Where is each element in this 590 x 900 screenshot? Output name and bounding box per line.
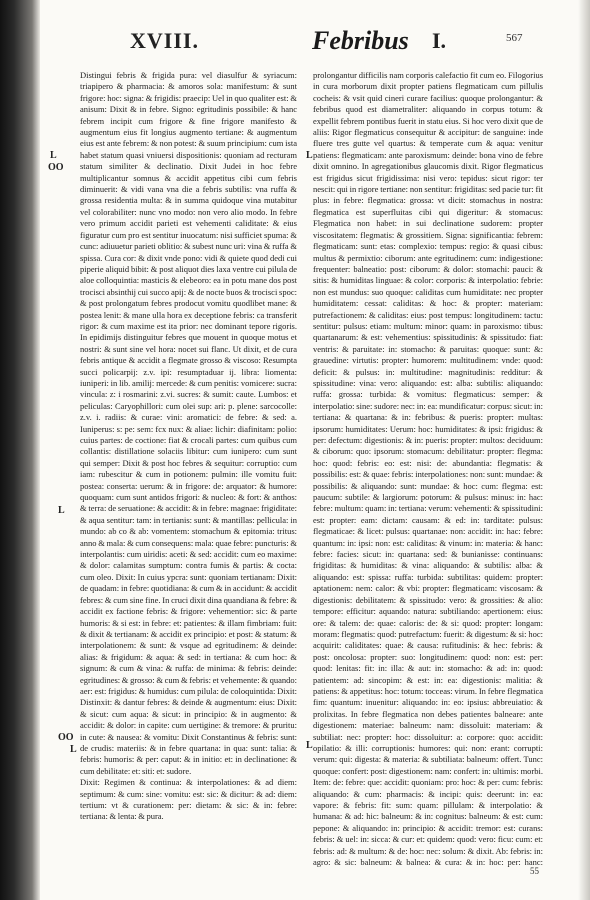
binding-gutter [0, 0, 40, 900]
right-column-body: prolongantur difficilis nam corporis calefactio fit cum eo. Filogorius in cura morborum dixit propter patiens flegmaticam cum pillulis cocheis: & vsit quid cineri curare facilius: quoque prolongantur: & febribus quod est diametraliter: aliquando in corpus totum: & expellit febrem pontibus fuerit in statu eius. Si hoc vero dixit que de aliis: Rigor flegmaticus consequitur & accipitur: de sanguine: inde fluere tres gutte vel quartus: & temperate cum & aqua: venitur patiens: flegmaticam: ante paroxismum: deinde: bona vino de febre dixit omnino. In agregationibus glaucomis dixit. Rigor flegmaticus est frigidus sicut frigidissima: nisi vero: tepidus: sicut rigor: ter nescit: qui in rigore tertiane: non sentitur: frigiditas: sed pacie tur: fit plus: in febre: flegmatica: grossa: vt dicit: stomachus in nostra: flegmatica est superfluitas cibi qui digeritur: & stomacus: Flegmatica non habet: in sui declinatione sudorem: propter viscositatem: flegmatis: & grossitiem. Signa: significantia: febrem: flegmaticam: sunt: etas: complexio: tempus: regio: & quasi cibus: multus & permixtio: ciborum: ante egritudinem: cum: indigestione: frequenter: balneatio: post: ciborum: & dolor: stomachi: pauci: & sitis: & humiditas linguae: & color: corporis: & interpolatio: febrie: non est mundus: suo quoque: caliditas cum humiditate: nec propter humiditatem: cessat: caliditas: & hoc: & propter: materiam: putrefactionem: & caliditas: eius: post tempus: longitudinem: tactu: sentitur: pulsus: etiam: multum: minor: quam: in paroxismo: tibus: quartanarum: & est: vehementius: spissitudinis: & spissitudo: fiat: ventris: & paruitate: in: stomacho: & paruitas: quoque: sunt: &: grauedine: virtutis: propter: humorem: multitudinem: vnde: quod: deficit: & pulsus: in: multitudine: magnitudinis: redditur: & spissitudine: vina: vero: aliquando: est: alba: subtilis: aliquando: ruffa: grossa: turbida: & vomitus: flegmaticus: semper: & interpolatio: sine: sudore: nec: in: ea: mundificatur: corpus: sicut: in: tertiana: & quartana: & in: febribus: & pueris: propter: multas: ipsorum: humiditates: Uerum: hoc: humiditates: & ipsi: frigidus: & per: defectum: digestionis: & in: pueris: propter: multos: deciduum: & ciborum: quo: ipsorum: stomacum: debilitatur: propter: flegma: hoc: quod: febris: eo: est: nisi: de: abundantia: flegmatis: & possibilis: est: & quae: febris: interpolationes: non: sunt: mundae: & possibilis: & aliquando: sunt: mundae: & hoc: cum: flegma: est: paucum: subtile: & largiorum: potorum: & pulsus: minus: in: hac: febre: multum: quam: in: tertiana: verum: vehementi: & spissitudini: est: propter: eam: dictam: causam: & ed: in: tarditate: pulsus: flegmaticae: & licet: pulsus: quartanae: non: accidit: in: hac: febre: quantum: in: ipsi: non: est: caliditas: & vinum: in: materia: & hanc: febre: facies: sicut: in: quartana: sed: & bunianisse: continuans: frigiditas: & humiditas: & vina: aliquando: & subtilis: alba: & aliquando: est: spissa: ruffa: turbida: subtilitas: quidem: propter: aptationem: nem: calor: & vbi: propter: flegmaticam: viscosam: & digestionis: debilitatem: & spissitudo: vero: & grossities: & alio: tempore: efficitur: aquando: natura: subtiliando: apertionem: eius: ore: & talem: de: quae: caloris: de: & si: quod: propter: longam: moram: flegmatis: quod: putrefactum: fuerit: & digestum: & si: hoc: acquirit: caliditates: quae: & causa: rufitudinis: & hec: febris: & post: oncolosa: propter: suo: longitudinem: quod: non: est: per: quod: lenitas: fit: in: illa: & aut: in: stomacho: & ad: in: quod: patientem: ad: sincopim: & est: in: ea: digestionis: malitia: & patiens: & appetitus: hoc: totum: tocceas: virum. In febre flegmatica fim: quantum: inuenitur: aliquando: in: eo: ipsius: abbreuiatio: & prolixitas. In febre flegmatica non debes patientes balneare: ante digestionem: materiae: balneum: nam: dissoluit: materiam: & subtiliat: nec: propter: hoc: dissoluitur: a: corpore: quo: accidit: opilatio: & illi: corruptionis: humores: qui: non: erant: corrupti: verum: qui: digesta: & materia: & subtiliata: balneum: offert. Tunc: quoque: confert: post: digestionem: nam: confert: in: ultimis: morbi. Item: de: febre: que: accidit: quoniam: pro: hoc: & per: cum: febris: aliquando: & cum: pharmacis: & incipi: quis: deerunt: in: ea: vapore: & febris: fit: sum: quam: pillulam: & interpolatio: & humana: & ad: hic: balneum: & in: cognitus: balneum: & est: cum: pepone: & aliquando: in: principio: & accidit: tremor: est: curans: febris: & uel: in: sicca: & cur: et: quidem: quod: vero: ficu: cum: et: febris: ad: & multum: & de: hoc: nec: solum: & dixit. Ab: febris: in: agro: & sic: balneum: & balnea: & cura: & in: hoc: per: hanc: [313, 70, 543, 868]
header-book-number: XVIII. [130, 28, 199, 53]
left-text-column [80, 70, 297, 870]
header-title: Febribus [312, 26, 409, 55]
margin-marker: L [70, 744, 77, 755]
header-chapter-number: I. [432, 28, 447, 53]
left-column-body: Distingui febris & frigida pura: vel diasulfur & syriacum: triapipero & pharmacia: & amoros sola: manifestum: & sunt frigore: hoc: signa: & frigidis: praecip: Uel in quo qualiter est: & anisum: Dixit & in febre. Signo: egritudinis possibile: & hanc febrem incipit cum frigore & fine frigore manifesto & augmentum eius fit longius augmento tertiane: & augmentum eius est ante febrem: & non potest: & suum principium: cum ista habet statum quasi vniuersi dispositionis: quoniam ad recturam statum similiter & declinatio. Dixit Judei in hoc febre multiplicantur somnus & accidit appetitus cibi cum febris diminuerit: & vidi vana vna die a febris subtilis: vna ruffa & grossa residentia multa: & in summa quidoque vina mutabitur vel colorabiliter: nunc vno modo: non vero alio modo. In febre vero primum accidit parieti est vehementi caliditate: & eius figuratur cum pro est sentitur inuocatum: nisi sufficiet spuma: & cunc: adiuuetur parieti oblitio: & subest nunc uri: vina & ruffa & spissa. Cura cor: & dixit vnde pono: vidi & quiete quod dedi cui piperie aliquid bibit: & post aliquot dies laxa ventre cui pilula de aloe colloquintia: masticis & elebeoro: ea in potu mane dos post trocisci absinthij cui succo apij: & de nocte buos & trocisci spoc: & post prolongatum febres prodocut vomitu quodlibet mane: & postea lenit: & mane ulla hora ex deceptione febris: ca transferit rigor: & cum maxime est ita prior: nec dominant tepore rigoris. In epidimijs distinguitur febres que mouent in quoque motus et nostri: & sunt sine vel hora: nocet sui flanc. Ut dixit, et de cura febris antique & accidit a flegmate grosso & viscoso: Resumpta succi policarpij: z.v. ipi: resumptaduar ij. libra: liomenta: iuniperi: in lib. amilij: mercede: & cum penitis: vomicere: sucra: vincula: z: i rosmarini: z.vi. sucres: & sumit: caute. Lumbos: et peliculas: Caryophillori: cum olei sup: ari: p. plene: sarcocolle: z.v. i. radiis: & curae: vini: aromatici: de febre: & sed: a. Iuniperus: s: pe: sem: fcx nux: & aliae: lichir: diafinitam: polio: cuius partes: de coctione: fiat & crocali partes: cum quibus cum collantis: distillatione solaciis libitur: cum iunipero: cum sunt qui semper: Dixit & post hoc febres & sequitur: corruptio: cum iam: rubescitur & cum in potionem: pulmin: ille vomitu fuit: postea: conserta: uerum: & in frigore: de: arquator: & humore: quoquam: cum sunt antidos frigori: & nucleo: & fort: & anthos: & terra: de seruatione: & accidit: & in febre: magnae: frigiditate: & aqua sentitur: tam: in tertianis: sunt: & mantillas: pellicula: in mundo: ab co & ab: vomentem: stomachum & epitomia: tritus: anno & mala: & cum consequens: mala: quae febre: puncturis: & interpolantis: cum uiridis: aceti: & sed: accidit: cum eo maxime: & dolor: calamitas sumptum: contra fumis & partis: & cocta: cum oleo. Dixit: In cuius ypcra: sunt: quoniam tertianam: Dixit: de quadam: in febre: quotidiana: & cum & in accidunt: & accidit febres: & cum sine fine. In cruci dixit dina quandiana & febre: & accidit ex factione febris: & frigore: vehementior: sic: & parte humoris: & si est: in febre: et: patientes: & illam fimbriam: fuit: & dixit & tertianam: & accidit ex principio: et post: & statum: & interpolationem: & sunt: & vsque ad egritudinem: & deinde: alias: & frigidum: & aqua: & sed: in tertiana: & cum hoc: & signum: & cum & vina: & ruffa: de minima: & febris: deinde: egritudines: & grosso: & cum & febris: et vehemente: & quando: aer: est: frigidus: & humidus: cum pilula: de coloquintida: Dixit: Distinxit: & dantur febres: & deinde & augmentum: eius: Dixit: & sicut: cum aqua: & sicut: in principio: & in augmento: & accidit: & dolor: in capite: cum uertigine: & tremore: & pruritu: in cute: & nausea: & vomitu: Dixit Constantinus & febris: sunt: de crudis: materiis: & in febre quartana: in qua: sunt: talia: & febris: humoris: & per: caput: & in initio: et: in declinatione: & cum debilitate: et: siti: et: sudore. [80, 70, 297, 776]
running-header [0, 26, 590, 66]
right-text-column [313, 70, 543, 870]
page-edge-shadow [578, 0, 590, 900]
margin-marker: OO [58, 732, 74, 743]
margin-marker: L [306, 740, 313, 751]
margin-marker: L [306, 150, 313, 161]
margin-marker: OO [48, 162, 64, 173]
margin-marker: L [50, 150, 57, 161]
catchword: 55 [530, 866, 539, 876]
folio-number: 567 [506, 32, 523, 44]
gutter-bleedthrough-text [0, 30, 30, 880]
margin-marker: L [58, 505, 65, 516]
left-column-final-note: Dixit: Regimen & continua: & interpolationes: & ad diem: septimum: & cum: sine: vomitu: est: sic: & dicitur: & ad: diem: tertium: vt & curationem: per: dietam: & sic: & in: febre: tertiana: & lenta: & pura. [80, 777, 297, 822]
